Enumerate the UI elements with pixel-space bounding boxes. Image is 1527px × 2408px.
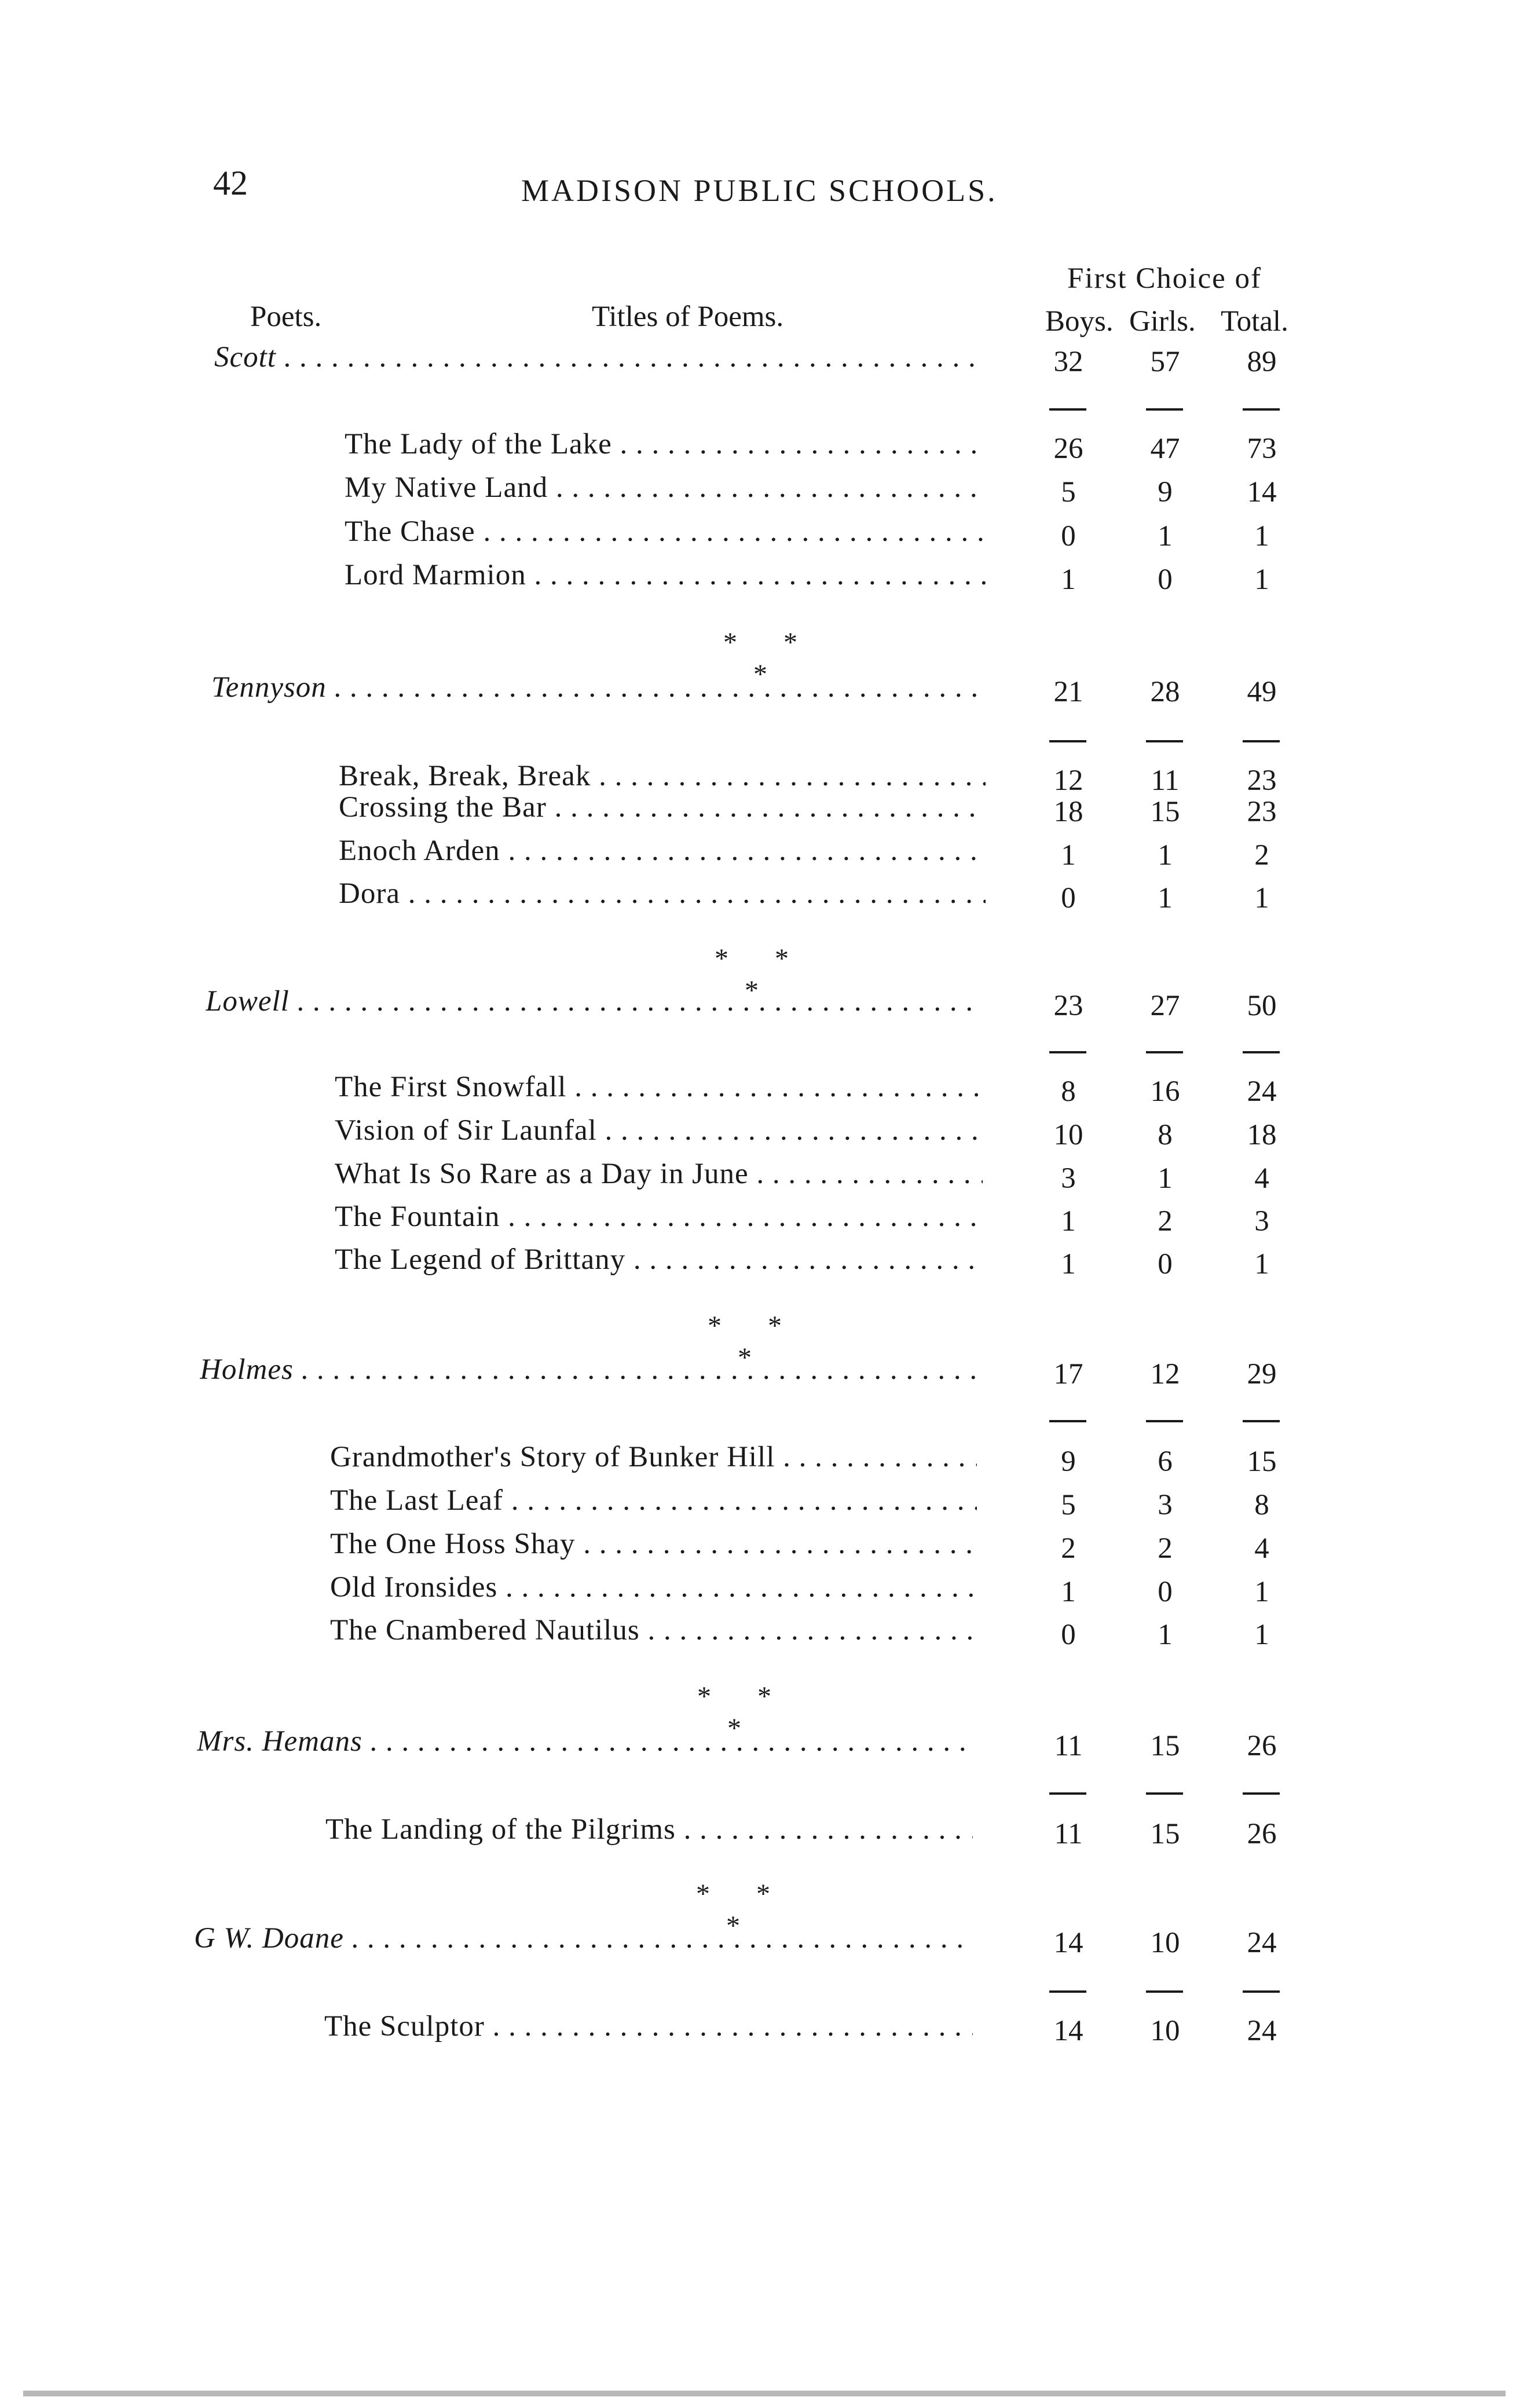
boys-count: 21 <box>1053 676 1083 708</box>
page-number: 42 <box>213 164 248 202</box>
poem-title: The Fountain . . . <box>335 1200 983 1234</box>
girls-count: 1 <box>1158 520 1173 552</box>
rule-boys <box>1049 740 1086 742</box>
section-separator: * * * <box>715 943 808 1006</box>
poem-row <box>0 471 1527 508</box>
poem-title: The Sculptor . . . <box>324 2010 973 2043</box>
poem-row <box>0 1484 1527 1521</box>
poem-title: Grandmother's Story of Bunker Hill . . . <box>330 1440 977 1474</box>
poem-title: The Legend of Brittany . . . <box>335 1243 983 1276</box>
poet-name: Tennyson . . . <box>211 671 986 704</box>
boys-count: 10 <box>1053 1119 1083 1151</box>
boys-count: 1 <box>1061 1576 1076 1608</box>
header-boys: Boys. <box>1045 305 1114 338</box>
poem-row <box>0 877 1527 914</box>
poem-title: Lord Marmion . . . <box>345 558 986 592</box>
total-count: 73 <box>1247 433 1277 465</box>
poem-title: Break, Break, Break . . . <box>339 759 986 793</box>
total-count: 26 <box>1247 1818 1277 1850</box>
boys-count: 32 <box>1053 346 1083 378</box>
poem-title: Crossing the Bar . . . <box>339 791 986 824</box>
subtotal-rule <box>0 1420 1527 1426</box>
section-separator: * * * <box>723 627 817 690</box>
rule-girls <box>1146 1420 1183 1422</box>
subtotal-rule <box>0 408 1527 414</box>
poem-row <box>0 2010 1527 2047</box>
boys-count: 1 <box>1061 1248 1076 1280</box>
total-count: 1 <box>1254 1619 1269 1651</box>
total-count: 23 <box>1247 796 1277 828</box>
poem-row <box>0 1440 1527 1477</box>
total-count: 3 <box>1254 1205 1269 1238</box>
poet-name: Scott . . . <box>214 341 986 374</box>
girls-count: 57 <box>1150 346 1180 378</box>
boys-count: 1 <box>1061 563 1076 596</box>
rule-total <box>1243 1420 1280 1422</box>
boys-count: 12 <box>1053 764 1083 797</box>
boys-count: 1 <box>1061 839 1076 872</box>
poem-title: Old Ironsides . . . <box>330 1571 977 1604</box>
girls-count: 15 <box>1150 1818 1180 1850</box>
total-count: 18 <box>1247 1119 1277 1151</box>
total-count: 1 <box>1254 520 1269 552</box>
poem-row <box>0 515 1527 552</box>
total-count: 23 <box>1247 764 1277 797</box>
girls-count: 0 <box>1158 1248 1173 1280</box>
header-girls: Girls. <box>1129 305 1196 338</box>
rule-girls <box>1146 1990 1183 1993</box>
poet-row-hemans <box>0 1725 1527 1762</box>
girls-count: 10 <box>1150 1927 1180 1959</box>
girls-count: 3 <box>1158 1489 1173 1521</box>
boys-count: 14 <box>1053 1927 1083 1959</box>
girls-count: 2 <box>1158 1532 1173 1565</box>
total-count: 4 <box>1254 1532 1269 1565</box>
total-count: 1 <box>1254 1576 1269 1608</box>
column-group-header: First Choice of <box>1067 262 1262 295</box>
poem-row <box>0 791 1527 828</box>
subtotal-rule <box>0 1051 1527 1057</box>
rule-girls <box>1146 740 1183 742</box>
poet-name: G W. Doane . . . <box>194 1922 973 1955</box>
poet-row-holmes <box>0 1353 1527 1390</box>
total-count: 1 <box>1254 563 1269 596</box>
scan-edge <box>23 2391 1506 2396</box>
poem-title: The One Hoss Shay . . . <box>330 1527 977 1561</box>
rule-boys <box>1049 408 1086 411</box>
subtotal-rule <box>0 1990 1527 1996</box>
total-count: 15 <box>1247 1445 1277 1478</box>
poet-name: Mrs. Hemans . . . <box>197 1725 973 1758</box>
girls-count: 9 <box>1158 476 1173 508</box>
poem-title: The Landing of the Pilgrims . . . <box>325 1813 973 1846</box>
subtotal-rule <box>0 740 1527 746</box>
girls-count: 2 <box>1158 1205 1173 1238</box>
poem-title: The Lady of the Lake . . . <box>345 427 986 461</box>
girls-count: 10 <box>1150 2015 1180 2047</box>
rule-girls <box>1146 1792 1183 1795</box>
girls-count: 28 <box>1150 676 1180 708</box>
boys-count: 26 <box>1053 433 1083 465</box>
rule-girls <box>1146 1051 1183 1053</box>
boys-count: 2 <box>1061 1532 1076 1565</box>
poet-name: Holmes . . . <box>200 1353 977 1386</box>
boys-count: 0 <box>1061 520 1076 552</box>
boys-count: 18 <box>1053 796 1083 828</box>
rule-total <box>1243 740 1280 742</box>
boys-count: 1 <box>1061 1205 1076 1238</box>
poem-row <box>0 1571 1527 1608</box>
poet-row-tennyson <box>0 671 1527 708</box>
poem-title: The First Snowfall . . . <box>335 1070 983 1104</box>
rule-boys <box>1049 1420 1086 1422</box>
section-separator: * * * <box>697 1681 791 1744</box>
header-total: Total. <box>1221 305 1288 338</box>
section-separator: * * * <box>708 1311 801 1373</box>
boys-count: 5 <box>1061 476 1076 508</box>
girls-count: 15 <box>1150 1730 1180 1762</box>
boys-count: 9 <box>1061 1445 1076 1478</box>
total-count: 24 <box>1247 1075 1277 1108</box>
total-count: 1 <box>1254 1248 1269 1280</box>
poem-title: Dora . . . <box>339 877 986 910</box>
rule-total <box>1243 408 1280 411</box>
girls-count: 12 <box>1150 1358 1180 1390</box>
total-count: 24 <box>1247 1927 1277 1959</box>
poem-row <box>0 834 1527 871</box>
poem-title: The Cnambered Nautilus . . . <box>330 1613 977 1647</box>
girls-count: 6 <box>1158 1445 1173 1478</box>
boys-count: 23 <box>1053 990 1083 1022</box>
poem-title: Enoch Arden . . . <box>339 834 986 868</box>
total-count: 89 <box>1247 346 1277 378</box>
poet-name: Lowell . . . <box>206 985 983 1018</box>
total-count: 14 <box>1247 476 1277 508</box>
rule-total <box>1243 1990 1280 1993</box>
poem-title: What Is So Rare as a Day in June . . . <box>335 1157 983 1191</box>
girls-count: 1 <box>1158 839 1173 872</box>
boys-count: 17 <box>1053 1358 1083 1390</box>
boys-count: 0 <box>1061 1619 1076 1651</box>
girls-count: 0 <box>1158 1576 1173 1608</box>
poem-title: The Last Leaf . . . <box>330 1484 977 1517</box>
total-count: 1 <box>1254 882 1269 914</box>
poem-title: My Native Land . . . <box>345 471 986 504</box>
boys-count: 14 <box>1053 2015 1083 2047</box>
girls-count: 47 <box>1150 433 1180 465</box>
boys-count: 11 <box>1054 1730 1083 1762</box>
girls-count: 1 <box>1158 1162 1173 1195</box>
girls-count: 1 <box>1158 1619 1173 1651</box>
rule-total <box>1243 1051 1280 1053</box>
girls-count: 8 <box>1158 1119 1173 1151</box>
poem-row <box>0 1157 1527 1194</box>
total-count: 50 <box>1247 990 1277 1022</box>
girls-count: 27 <box>1150 990 1180 1022</box>
boys-count: 5 <box>1061 1489 1076 1521</box>
boys-count: 8 <box>1061 1075 1076 1108</box>
poem-row <box>0 1613 1527 1651</box>
boys-count: 3 <box>1061 1162 1076 1195</box>
total-count: 29 <box>1247 1358 1277 1390</box>
boys-count: 11 <box>1054 1818 1083 1850</box>
girls-count: 16 <box>1150 1075 1180 1108</box>
rule-boys <box>1049 1990 1086 1993</box>
poet-row-scott <box>0 341 1527 378</box>
header-poets: Poets. <box>250 301 322 333</box>
poet-row-doane <box>0 1922 1527 1959</box>
total-count: 2 <box>1254 839 1269 872</box>
total-count: 24 <box>1247 2015 1277 2047</box>
poem-row <box>0 1200 1527 1237</box>
poem-row <box>0 1114 1527 1151</box>
girls-count: 11 <box>1151 764 1180 797</box>
total-count: 4 <box>1254 1162 1269 1195</box>
section-separator: * * * <box>696 1879 790 1941</box>
poem-title: The Chase . . . <box>345 515 986 548</box>
poem-row <box>0 1813 1527 1850</box>
poet-row-lowell <box>0 985 1527 1022</box>
rule-boys <box>1049 1051 1086 1053</box>
poem-row <box>0 1070 1527 1107</box>
girls-count: 15 <box>1150 796 1180 828</box>
poem-row <box>0 427 1527 464</box>
total-count: 8 <box>1254 1489 1269 1521</box>
total-count: 49 <box>1247 676 1277 708</box>
poem-title: Vision of Sir Launfal . . . <box>335 1114 983 1147</box>
boys-count: 0 <box>1061 882 1076 914</box>
header-titles: Titles of Poems. <box>592 301 784 333</box>
poem-row <box>0 1243 1527 1280</box>
girls-count: 0 <box>1158 563 1173 596</box>
rule-total <box>1243 1792 1280 1795</box>
total-count: 26 <box>1247 1730 1277 1762</box>
running-head: MADISON PUBLIC SCHOOLS. <box>521 173 998 208</box>
poem-row <box>0 558 1527 595</box>
rule-boys <box>1049 1792 1086 1795</box>
poem-row <box>0 1527 1527 1564</box>
girls-count: 1 <box>1158 882 1173 914</box>
subtotal-rule <box>0 1792 1527 1798</box>
rule-girls <box>1146 408 1183 411</box>
